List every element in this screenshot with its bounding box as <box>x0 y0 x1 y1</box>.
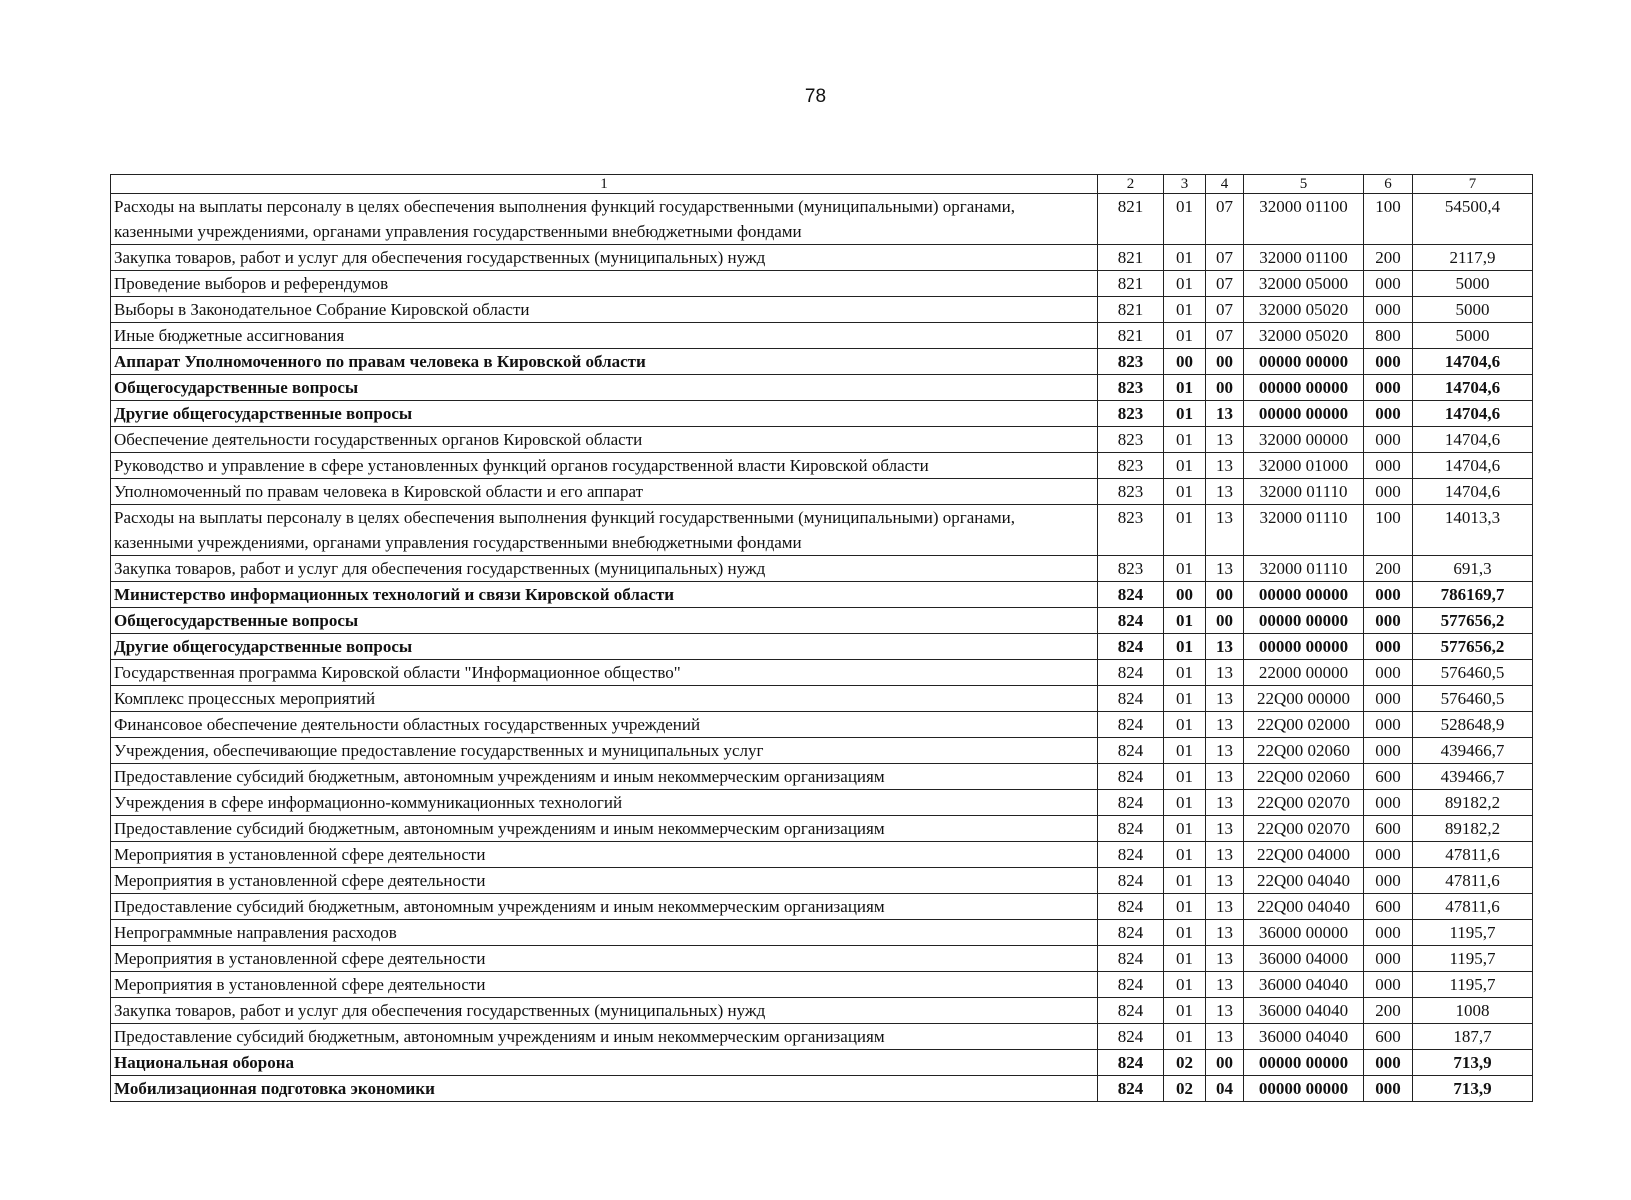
row-name-cell: Государственная программа Кировской области "Информационное общество" <box>111 660 1098 686</box>
row-amount-cell: 47811,6 <box>1413 894 1533 920</box>
row-target-article-cell: 00000 00000 <box>1244 1050 1364 1076</box>
row-target-article-cell: 36000 04040 <box>1244 1024 1364 1050</box>
row-name-cell: Национальная оборона <box>111 1050 1098 1076</box>
table-row <box>111 660 1533 686</box>
row-expense-type-cell: 000 <box>1364 297 1413 323</box>
table-row <box>111 245 1533 271</box>
row-target-article-cell: 00000 00000 <box>1244 608 1364 634</box>
row-expense-type-cell: 000 <box>1364 1050 1413 1076</box>
row-section-code-cell: 01 <box>1164 323 1206 349</box>
row-name-cell: Комплекс процессных мероприятий <box>111 686 1098 712</box>
row-target-article-cell: 32000 01000 <box>1244 453 1364 479</box>
row-ved-code-cell: 824 <box>1098 582 1164 608</box>
row-subsection-code-cell: 13 <box>1206 401 1244 427</box>
row-expense-type-cell: 000 <box>1364 712 1413 738</box>
table-row <box>111 816 1533 842</box>
table-row <box>111 505 1533 556</box>
table-row <box>111 1076 1533 1102</box>
row-target-article-cell: 22Q00 00000 <box>1244 686 1364 712</box>
row-ved-code-cell: 824 <box>1098 998 1164 1024</box>
row-amount-cell: 786169,7 <box>1413 582 1533 608</box>
row-subsection-code-cell: 13 <box>1206 920 1244 946</box>
row-target-article-cell: 00000 00000 <box>1244 349 1364 375</box>
row-name-cell: Аппарат Уполномоченного по правам человека в Кировской области <box>111 349 1098 375</box>
row-name-cell: Мероприятия в установленной сфере деятельности <box>111 842 1098 868</box>
row-subsection-code-cell: 07 <box>1206 245 1244 271</box>
row-target-article-cell: 00000 00000 <box>1244 1076 1364 1102</box>
row-ved-code-cell: 824 <box>1098 894 1164 920</box>
row-ved-code-cell: 824 <box>1098 1050 1164 1076</box>
row-subsection-code-cell: 00 <box>1206 582 1244 608</box>
row-amount-cell: 439466,7 <box>1413 738 1533 764</box>
table-row <box>111 1024 1533 1050</box>
row-name-cell: Мобилизационная подготовка экономики <box>111 1076 1098 1102</box>
row-name-cell: Обеспечение деятельности государственных органов Кировской области <box>111 427 1098 453</box>
row-section-code-cell: 01 <box>1164 245 1206 271</box>
row-section-code-cell: 01 <box>1164 634 1206 660</box>
row-target-article-cell: 22Q00 04040 <box>1244 894 1364 920</box>
row-subsection-code-cell: 07 <box>1206 194 1244 245</box>
row-name-cell: Учреждения, обеспечивающие предоставление государственных и муниципальных услуг <box>111 738 1098 764</box>
row-amount-cell: 14704,6 <box>1413 453 1533 479</box>
row-section-code-cell: 01 <box>1164 608 1206 634</box>
row-section-code-cell: 01 <box>1164 920 1206 946</box>
row-section-code-cell: 01 <box>1164 972 1206 998</box>
row-amount-cell: 1195,7 <box>1413 920 1533 946</box>
table-row <box>111 297 1533 323</box>
header-cell-1: 1 <box>111 175 1098 194</box>
row-expense-type-cell: 200 <box>1364 998 1413 1024</box>
table-row <box>111 920 1533 946</box>
row-ved-code-cell: 824 <box>1098 634 1164 660</box>
row-name-cell: Мероприятия в установленной сфере деятельности <box>111 972 1098 998</box>
row-section-code-cell: 01 <box>1164 816 1206 842</box>
row-amount-cell: 14013,3 <box>1413 505 1533 556</box>
row-section-code-cell: 01 <box>1164 842 1206 868</box>
row-section-code-cell: 01 <box>1164 894 1206 920</box>
row-expense-type-cell: 600 <box>1364 1024 1413 1050</box>
row-target-article-cell: 32000 05020 <box>1244 323 1364 349</box>
row-section-code-cell: 01 <box>1164 505 1206 556</box>
header-cell-7: 7 <box>1413 175 1533 194</box>
row-subsection-code-cell: 13 <box>1206 453 1244 479</box>
row-subsection-code-cell: 13 <box>1206 686 1244 712</box>
row-target-article-cell: 22Q00 04000 <box>1244 842 1364 868</box>
row-section-code-cell: 01 <box>1164 271 1206 297</box>
row-ved-code-cell: 824 <box>1098 842 1164 868</box>
row-amount-cell: 1195,7 <box>1413 972 1533 998</box>
row-ved-code-cell: 824 <box>1098 868 1164 894</box>
row-subsection-code-cell: 00 <box>1206 1050 1244 1076</box>
row-ved-code-cell: 824 <box>1098 686 1164 712</box>
row-section-code-cell: 01 <box>1164 194 1206 245</box>
row-section-code-cell: 01 <box>1164 453 1206 479</box>
row-subsection-code-cell: 13 <box>1206 479 1244 505</box>
row-target-article-cell: 00000 00000 <box>1244 375 1364 401</box>
table-row <box>111 790 1533 816</box>
table-row <box>111 453 1533 479</box>
header-cell-5: 5 <box>1244 175 1364 194</box>
row-ved-code-cell: 824 <box>1098 920 1164 946</box>
table-row <box>111 271 1533 297</box>
row-amount-cell: 439466,7 <box>1413 764 1533 790</box>
row-subsection-code-cell: 13 <box>1206 764 1244 790</box>
row-expense-type-cell: 000 <box>1364 946 1413 972</box>
row-expense-type-cell: 600 <box>1364 894 1413 920</box>
row-section-code-cell: 01 <box>1164 375 1206 401</box>
table-row <box>111 712 1533 738</box>
header-cell-2: 2 <box>1098 175 1164 194</box>
row-ved-code-cell: 821 <box>1098 323 1164 349</box>
row-ved-code-cell: 821 <box>1098 245 1164 271</box>
row-amount-cell: 14704,6 <box>1413 401 1533 427</box>
row-amount-cell: 5000 <box>1413 297 1533 323</box>
row-section-code-cell: 01 <box>1164 686 1206 712</box>
table-row <box>111 842 1533 868</box>
row-name-cell: Уполномоченный по правам человека в Кировской области и его аппарат <box>111 479 1098 505</box>
row-subsection-code-cell: 13 <box>1206 738 1244 764</box>
row-name-cell: Министерство информационных технологий и связи Кировской области <box>111 582 1098 608</box>
row-subsection-code-cell: 13 <box>1206 1024 1244 1050</box>
row-name-cell: Финансовое обеспечение деятельности областных государственных учреждений <box>111 712 1098 738</box>
table-row <box>111 634 1533 660</box>
row-expense-type-cell: 000 <box>1364 660 1413 686</box>
row-expense-type-cell: 200 <box>1364 245 1413 271</box>
row-name-cell: Другие общегосударственные вопросы <box>111 401 1098 427</box>
table-row <box>111 479 1533 505</box>
row-section-code-cell: 01 <box>1164 556 1206 582</box>
row-amount-cell: 528648,9 <box>1413 712 1533 738</box>
row-target-article-cell: 32000 01100 <box>1244 245 1364 271</box>
row-target-article-cell: 32000 01110 <box>1244 479 1364 505</box>
row-amount-cell: 713,9 <box>1413 1050 1533 1076</box>
row-expense-type-cell: 100 <box>1364 194 1413 245</box>
table-row <box>111 194 1533 245</box>
row-ved-code-cell: 824 <box>1098 790 1164 816</box>
row-amount-cell: 47811,6 <box>1413 842 1533 868</box>
table-row <box>111 764 1533 790</box>
table-body <box>111 194 1533 1102</box>
row-amount-cell: 47811,6 <box>1413 868 1533 894</box>
row-name-cell: Предоставление субсидий бюджетным, автономным учреждениям и иным некоммерческим организациям <box>111 816 1098 842</box>
row-amount-cell: 14704,6 <box>1413 479 1533 505</box>
budget-table <box>110 174 1533 1102</box>
table-header-row <box>111 175 1533 194</box>
row-target-article-cell: 32000 00000 <box>1244 427 1364 453</box>
row-section-code-cell: 00 <box>1164 349 1206 375</box>
row-expense-type-cell: 000 <box>1364 972 1413 998</box>
row-expense-type-cell: 000 <box>1364 634 1413 660</box>
row-subsection-code-cell: 13 <box>1206 842 1244 868</box>
row-section-code-cell: 01 <box>1164 790 1206 816</box>
row-name-cell: Мероприятия в установленной сфере деятельности <box>111 946 1098 972</box>
header-cell-6: 6 <box>1364 175 1413 194</box>
row-section-code-cell: 02 <box>1164 1076 1206 1102</box>
row-expense-type-cell: 000 <box>1364 868 1413 894</box>
row-target-article-cell: 00000 00000 <box>1244 582 1364 608</box>
table-row <box>111 998 1533 1024</box>
row-target-article-cell: 22000 00000 <box>1244 660 1364 686</box>
row-name-cell: Предоставление субсидий бюджетным, автономным учреждениям и иным некоммерческим организациям <box>111 894 1098 920</box>
row-name-cell: Закупка товаров, работ и услуг для обеспечения государственных (муниципальных) нужд <box>111 245 1098 271</box>
table-row <box>111 608 1533 634</box>
row-section-code-cell: 00 <box>1164 582 1206 608</box>
row-name-cell: Расходы на выплаты персоналу в целях обеспечения выполнения функций государственными (муниципальными) органами, казенными учреждениями, органами управления государственными внебюджетными фондами <box>111 505 1098 556</box>
row-amount-cell: 14704,6 <box>1413 427 1533 453</box>
row-expense-type-cell: 000 <box>1364 349 1413 375</box>
table-row <box>111 946 1533 972</box>
row-subsection-code-cell: 13 <box>1206 790 1244 816</box>
row-name-cell: Проведение выборов и референдумов <box>111 271 1098 297</box>
row-ved-code-cell: 824 <box>1098 660 1164 686</box>
row-ved-code-cell: 823 <box>1098 556 1164 582</box>
row-ved-code-cell: 823 <box>1098 427 1164 453</box>
table-row <box>111 686 1533 712</box>
row-target-article-cell: 22Q00 02070 <box>1244 790 1364 816</box>
row-expense-type-cell: 000 <box>1364 686 1413 712</box>
row-subsection-code-cell: 07 <box>1206 271 1244 297</box>
row-expense-type-cell: 200 <box>1364 556 1413 582</box>
row-amount-cell: 54500,4 <box>1413 194 1533 245</box>
row-section-code-cell: 02 <box>1164 1050 1206 1076</box>
row-expense-type-cell: 100 <box>1364 505 1413 556</box>
row-target-article-cell: 36000 04040 <box>1244 972 1364 998</box>
row-amount-cell: 89182,2 <box>1413 790 1533 816</box>
row-section-code-cell: 01 <box>1164 946 1206 972</box>
row-subsection-code-cell: 13 <box>1206 427 1244 453</box>
row-ved-code-cell: 824 <box>1098 972 1164 998</box>
row-expense-type-cell: 000 <box>1364 842 1413 868</box>
row-ved-code-cell: 823 <box>1098 505 1164 556</box>
row-target-article-cell: 36000 00000 <box>1244 920 1364 946</box>
row-ved-code-cell: 821 <box>1098 271 1164 297</box>
header-cell-3: 3 <box>1164 175 1206 194</box>
row-ved-code-cell: 821 <box>1098 297 1164 323</box>
row-name-cell: Учреждения в сфере информационно-коммуникационных технологий <box>111 790 1098 816</box>
table-row <box>111 401 1533 427</box>
row-expense-type-cell: 000 <box>1364 790 1413 816</box>
row-section-code-cell: 01 <box>1164 427 1206 453</box>
row-target-article-cell: 00000 00000 <box>1244 634 1364 660</box>
table-row <box>111 582 1533 608</box>
row-amount-cell: 691,3 <box>1413 556 1533 582</box>
row-ved-code-cell: 824 <box>1098 738 1164 764</box>
row-subsection-code-cell: 13 <box>1206 816 1244 842</box>
row-ved-code-cell: 824 <box>1098 712 1164 738</box>
row-expense-type-cell: 000 <box>1364 427 1413 453</box>
row-name-cell: Непрограммные направления расходов <box>111 920 1098 946</box>
row-subsection-code-cell: 07 <box>1206 323 1244 349</box>
table-row <box>111 972 1533 998</box>
row-expense-type-cell: 000 <box>1364 453 1413 479</box>
row-ved-code-cell: 824 <box>1098 1076 1164 1102</box>
row-amount-cell: 14704,6 <box>1413 349 1533 375</box>
row-subsection-code-cell: 13 <box>1206 712 1244 738</box>
row-subsection-code-cell: 04 <box>1206 1076 1244 1102</box>
row-amount-cell: 576460,5 <box>1413 660 1533 686</box>
row-section-code-cell: 01 <box>1164 297 1206 323</box>
row-target-article-cell: 32000 01100 <box>1244 194 1364 245</box>
row-amount-cell: 577656,2 <box>1413 608 1533 634</box>
row-expense-type-cell: 000 <box>1364 920 1413 946</box>
table-row <box>111 556 1533 582</box>
row-expense-type-cell: 000 <box>1364 271 1413 297</box>
row-name-cell: Закупка товаров, работ и услуг для обеспечения государственных (муниципальных) нужд <box>111 556 1098 582</box>
row-subsection-code-cell: 13 <box>1206 946 1244 972</box>
row-name-cell: Общегосударственные вопросы <box>111 608 1098 634</box>
row-amount-cell: 5000 <box>1413 323 1533 349</box>
row-subsection-code-cell: 00 <box>1206 608 1244 634</box>
table-row <box>111 349 1533 375</box>
row-amount-cell: 713,9 <box>1413 1076 1533 1102</box>
row-expense-type-cell: 000 <box>1364 1076 1413 1102</box>
row-ved-code-cell: 823 <box>1098 453 1164 479</box>
row-target-article-cell: 32000 01110 <box>1244 556 1364 582</box>
row-target-article-cell: 36000 04040 <box>1244 998 1364 1024</box>
row-target-article-cell: 22Q00 02000 <box>1244 712 1364 738</box>
row-amount-cell: 576460,5 <box>1413 686 1533 712</box>
row-expense-type-cell: 800 <box>1364 323 1413 349</box>
row-expense-type-cell: 600 <box>1364 816 1413 842</box>
row-name-cell: Руководство и управление в сфере установленных функций органов государственной власти Кировской области <box>111 453 1098 479</box>
row-section-code-cell: 01 <box>1164 868 1206 894</box>
row-ved-code-cell: 824 <box>1098 608 1164 634</box>
row-name-cell: Общегосударственные вопросы <box>111 375 1098 401</box>
row-ved-code-cell: 823 <box>1098 479 1164 505</box>
row-ved-code-cell: 824 <box>1098 1024 1164 1050</box>
row-name-cell: Предоставление субсидий бюджетным, автономным учреждениям и иным некоммерческим организациям <box>111 764 1098 790</box>
row-target-article-cell: 32000 05020 <box>1244 297 1364 323</box>
row-subsection-code-cell: 13 <box>1206 660 1244 686</box>
row-name-cell: Закупка товаров, работ и услуг для обеспечения государственных (муниципальных) нужд <box>111 998 1098 1024</box>
table-row <box>111 427 1533 453</box>
table-row <box>111 894 1533 920</box>
row-ved-code-cell: 823 <box>1098 349 1164 375</box>
row-subsection-code-cell: 13 <box>1206 556 1244 582</box>
row-target-article-cell: 36000 04000 <box>1244 946 1364 972</box>
row-expense-type-cell: 000 <box>1364 401 1413 427</box>
page-number: 78 <box>804 86 827 107</box>
row-section-code-cell: 01 <box>1164 738 1206 764</box>
row-target-article-cell: 32000 05000 <box>1244 271 1364 297</box>
row-name-cell: Мероприятия в установленной сфере деятельности <box>111 868 1098 894</box>
row-subsection-code-cell: 13 <box>1206 972 1244 998</box>
row-name-cell: Другие общегосударственные вопросы <box>111 634 1098 660</box>
row-subsection-code-cell: 07 <box>1206 297 1244 323</box>
header-cell-4: 4 <box>1206 175 1244 194</box>
row-subsection-code-cell: 00 <box>1206 375 1244 401</box>
row-expense-type-cell: 000 <box>1364 479 1413 505</box>
table-row <box>111 868 1533 894</box>
row-ved-code-cell: 823 <box>1098 401 1164 427</box>
row-target-article-cell: 32000 01110 <box>1244 505 1364 556</box>
row-ved-code-cell: 824 <box>1098 946 1164 972</box>
row-name-cell: Иные бюджетные ассигнования <box>111 323 1098 349</box>
row-target-article-cell: 22Q00 02060 <box>1244 738 1364 764</box>
row-expense-type-cell: 000 <box>1364 738 1413 764</box>
row-section-code-cell: 01 <box>1164 479 1206 505</box>
table-row <box>111 1050 1533 1076</box>
row-target-article-cell: 22Q00 02060 <box>1244 764 1364 790</box>
row-subsection-code-cell: 13 <box>1206 634 1244 660</box>
row-amount-cell: 1008 <box>1413 998 1533 1024</box>
row-amount-cell: 89182,2 <box>1413 816 1533 842</box>
table-row <box>111 323 1533 349</box>
row-ved-code-cell: 821 <box>1098 194 1164 245</box>
row-section-code-cell: 01 <box>1164 1024 1206 1050</box>
row-name-cell: Выборы в Законодательное Собрание Кировской области <box>111 297 1098 323</box>
row-ved-code-cell: 824 <box>1098 816 1164 842</box>
row-amount-cell: 2117,9 <box>1413 245 1533 271</box>
row-expense-type-cell: 600 <box>1364 764 1413 790</box>
row-subsection-code-cell: 13 <box>1206 505 1244 556</box>
row-subsection-code-cell: 00 <box>1206 349 1244 375</box>
row-target-article-cell: 22Q00 02070 <box>1244 816 1364 842</box>
row-target-article-cell: 22Q00 04040 <box>1244 868 1364 894</box>
row-expense-type-cell: 000 <box>1364 608 1413 634</box>
row-amount-cell: 187,7 <box>1413 1024 1533 1050</box>
table-row <box>111 375 1533 401</box>
row-amount-cell: 14704,6 <box>1413 375 1533 401</box>
row-ved-code-cell: 824 <box>1098 764 1164 790</box>
row-section-code-cell: 01 <box>1164 712 1206 738</box>
table-row <box>111 738 1533 764</box>
row-expense-type-cell: 000 <box>1364 582 1413 608</box>
row-section-code-cell: 01 <box>1164 660 1206 686</box>
row-name-cell: Предоставление субсидий бюджетным, автономным учреждениям и иным некоммерческим организациям <box>111 1024 1098 1050</box>
row-section-code-cell: 01 <box>1164 764 1206 790</box>
row-target-article-cell: 00000 00000 <box>1244 401 1364 427</box>
row-section-code-cell: 01 <box>1164 401 1206 427</box>
row-amount-cell: 577656,2 <box>1413 634 1533 660</box>
row-expense-type-cell: 000 <box>1364 375 1413 401</box>
row-subsection-code-cell: 13 <box>1206 894 1244 920</box>
row-amount-cell: 5000 <box>1413 271 1533 297</box>
row-ved-code-cell: 823 <box>1098 375 1164 401</box>
row-amount-cell: 1195,7 <box>1413 946 1533 972</box>
row-section-code-cell: 01 <box>1164 998 1206 1024</box>
row-subsection-code-cell: 13 <box>1206 868 1244 894</box>
row-name-cell: Расходы на выплаты персоналу в целях обеспечения выполнения функций государственными (муниципальными) органами, казенными учреждениями, органами управления государственными внебюджетными фондами <box>111 194 1098 245</box>
row-subsection-code-cell: 13 <box>1206 998 1244 1024</box>
